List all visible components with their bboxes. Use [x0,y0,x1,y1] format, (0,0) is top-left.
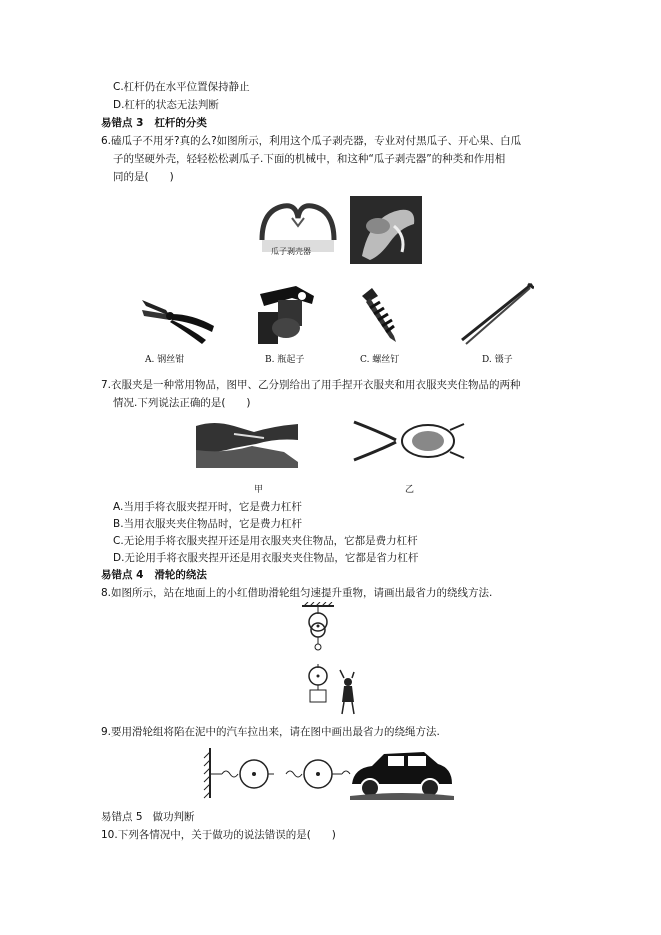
section-3-title: 杠杆的分类 [154,117,207,129]
option-d-prev: D.杠杆的状态无法判断 [113,99,219,111]
fig-jia-label: 甲 [254,485,264,495]
section-4-label: 易错点 4 [101,569,144,581]
section-4-title: 滑轮的绕法 [154,569,207,581]
q8-text: 8.如图所示，站在地面上的小红借助滑轮组匀速提升重物，请画出最省力的绕线方法. [101,587,493,599]
section-4-heading [101,568,207,582]
q7-line2: 情况.下列说法正确的是( ) [113,397,251,409]
q6-line2: 子的坚硬外壳，轻轻松松剥瓜子.下面的机械中，和这种“瓜子剥壳器”的种类和作用相 [113,153,506,165]
q6-line3: 同的是( ) [113,171,174,183]
section-5-heading [101,810,195,824]
q7-line1: 7.衣服夹是一种常用物品，图甲、乙分别给出了用手捏开衣服夹和用衣服夹夹住物品的两种 [101,379,521,391]
section-3-label: 易错点 3 [101,117,144,129]
hand-opener-photo [350,196,422,264]
q10-text: 10.下列各情况中，关于做功的说法错误的是( ) [101,829,336,841]
bottle-opener-photo [256,280,318,344]
q6-line1: 6.磕瓜子不用牙?真的么?如图所示，利用这个瓜子剥壳器，专业对付黑瓜子、开心果、白瓜 [101,135,522,147]
option-b-label: B. 瓶起子 [265,355,305,365]
clothespin-clamp-figure [350,418,466,464]
option-c-prev: C.杠杆仍在水平位置保持静止 [113,81,250,93]
section-5-title: 做功判断 [152,811,195,823]
pulley-system-figure [296,602,360,718]
screw-icon [358,286,402,344]
q9-text: 9.要用滑轮组将陷在泥中的汽车拉出来，请在图中画出最省力的绕绳方法. [101,726,440,738]
option-c-label: C. 螺丝钉 [360,355,400,365]
car-pulley-figure [202,744,454,800]
tweezers-icon [458,282,534,346]
q7-option-c: C.无论用手将衣服夹捏开还是用衣服夹夹住物品，它都是费力杠杆 [113,535,418,547]
q7-option-b: B.当用衣服夹夹住物品时，它是费力杠杆 [113,518,303,530]
q7-option-a: A.当用手将衣服夹捏开时，它是费力杠杆 [113,501,302,513]
section-3-heading [101,116,207,130]
fig-yi-label: 乙 [405,485,415,495]
option-d-label: D. 镊子 [482,355,513,365]
section-5-label: 易错点 5 [101,811,143,823]
seed-opener-label: 瓜子剥壳器 [271,247,311,256]
clothespin-hand-photo [194,416,300,468]
option-a-label: A. 钢丝钳 [145,355,185,365]
q7-option-d: D.无论用手将衣服夹捏开还是用衣服夹夹住物品，它都是省力杠杆 [113,552,419,564]
pliers-icon [140,292,216,344]
